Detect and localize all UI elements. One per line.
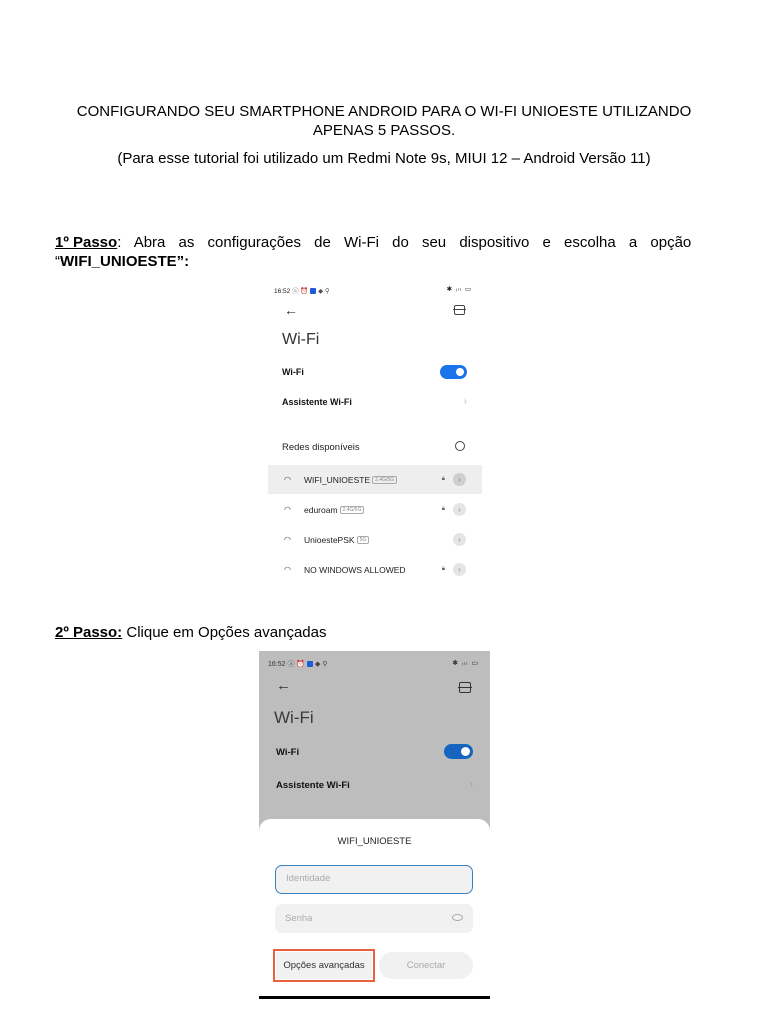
step2-paragraph <box>55 623 326 642</box>
network-row-no-windows-allowed[interactable] <box>268 555 482 584</box>
refresh-icon[interactable] <box>455 441 465 451</box>
wifi-toggle[interactable] <box>440 365 467 379</box>
network-name: UnioestePSK <box>304 534 355 545</box>
lock-icon: 🔒︎ <box>441 506 445 512</box>
network-row-unioestepsk[interactable] <box>268 525 482 554</box>
password-input[interactable] <box>275 904 473 933</box>
step1-label: 1º Passo <box>55 234 118 251</box>
network-band: 2.4G/5G <box>340 506 365 514</box>
network-row-eduroam[interactable] <box>268 495 482 524</box>
status-bar-icons: ✱ ᵢₗₗ ▭ <box>446 286 472 293</box>
eye-icon[interactable] <box>452 914 463 921</box>
step1-paragraph <box>55 233 695 271</box>
qr-scan-icon[interactable] <box>459 682 471 693</box>
step1-network: WIFI_UNIOESTE”: <box>60 253 190 270</box>
network-details-icon[interactable]: › <box>453 533 466 546</box>
step1-text: : Abra as configurações de Wi-Fi do seu dispositivo e escolha a opção <box>117 234 692 251</box>
step2-text: Clique em Opções avançadas <box>122 624 327 641</box>
document-title <box>40 102 728 140</box>
wifi-signal-icon: ◠ <box>284 535 291 544</box>
password-placeholder: Senha <box>285 913 313 924</box>
network-details-icon[interactable]: › <box>453 473 466 486</box>
document-subtitle: (Para esse tutorial foi utilizado um Redmi Note 9s, MIUI 12 – Android Versão 11) <box>117 150 651 167</box>
lock-icon: 🔒︎ <box>441 476 445 482</box>
network-row-wifi-unioeste[interactable] <box>268 465 482 494</box>
wifi-page-title: Wi-Fi <box>282 331 320 348</box>
chevron-right-icon: › <box>463 396 467 407</box>
back-arrow-icon[interactable]: ← <box>284 302 298 318</box>
screenshot-login-dialog <box>259 651 490 999</box>
network-details-icon[interactable]: › <box>453 503 466 516</box>
wifi-toggle-label: Wi-Fi <box>276 747 300 758</box>
screenshot-wifi-list <box>268 280 482 582</box>
network-login-sheet <box>259 819 490 999</box>
step2-label: 2º Passo: <box>55 624 123 641</box>
chevron-right-icon: › <box>469 779 473 790</box>
network-name: WIFI_UNIOESTE <box>304 474 371 485</box>
back-arrow-icon[interactable]: ← <box>276 677 291 694</box>
status-bar-time: 16:52 ⓐ ⏰ ◆ ⚲ <box>268 661 328 668</box>
wifi-toggle[interactable] <box>444 744 473 759</box>
available-networks-label: Redes disponíveis <box>282 442 360 453</box>
network-name: NO WINDOWS ALLOWED <box>304 564 406 575</box>
sheet-title: WIFI_UNIOESTE <box>337 836 412 847</box>
wifi-toggle-label: Wi-Fi <box>282 367 304 377</box>
document-title-line1: CONFIGURANDO SEU SMARTPHONE ANDROID PARA O WI-FI UNIOESTE UTILIZANDO <box>76 103 692 120</box>
identity-input[interactable]: Identidade <box>275 865 473 894</box>
wifi-signal-icon: ◠ <box>284 505 291 514</box>
document-title-line2: APENAS 5 PASSOS. <box>312 122 456 139</box>
lock-icon: 🔒︎ <box>441 566 445 572</box>
bottom-bar <box>259 996 490 999</box>
network-band: 5G <box>357 536 370 544</box>
network-band: 2.4G/5G <box>372 476 397 484</box>
connect-button[interactable]: Conectar <box>379 952 473 979</box>
advanced-options-button[interactable]: Opções avançadas <box>276 952 372 979</box>
wifi-assistant-label[interactable]: Assistente Wi-Fi <box>276 780 350 791</box>
network-details-icon[interactable]: › <box>453 563 466 576</box>
wifi-signal-icon: ◠ <box>284 565 291 574</box>
qr-scan-icon[interactable] <box>454 305 465 315</box>
status-bar-icons: ✱ ᵢₗₗ ▭ <box>452 660 479 667</box>
network-name: eduroam <box>304 504 338 515</box>
wifi-assistant-label[interactable]: Assistente Wi-Fi <box>282 397 352 407</box>
wifi-signal-icon: ◠ <box>284 475 291 484</box>
step1-quote-open: “ <box>55 253 60 270</box>
wifi-page-title: Wi-Fi <box>274 708 314 727</box>
status-bar-time: 16:52 ⓐ ⏰ ◆ ⚲ <box>274 288 330 295</box>
